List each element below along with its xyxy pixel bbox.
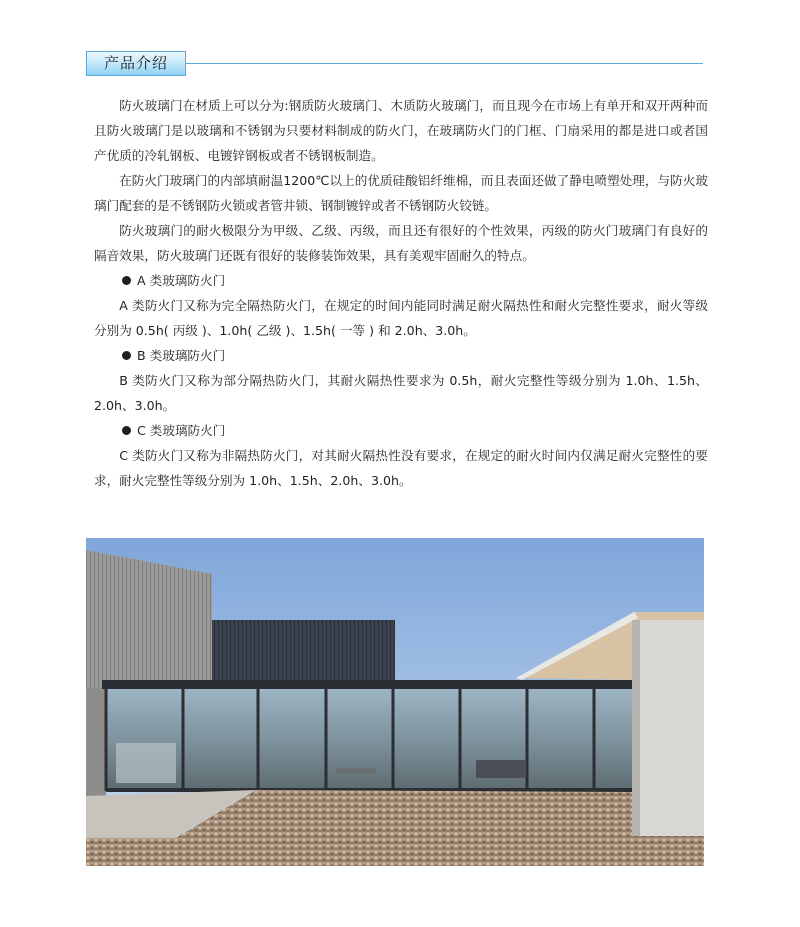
intro-paragraph-1: 防火玻璃门在材质上可以分为:钢质防火玻璃门、木质防火玻璃门，而且现今在市场上有单开和双开两种而且防火玻璃门是以玻璃和不锈钢为只要材料制成的防火门，在玻璃防火门的门框、门扇采用的都是进口或者国产优质的冷轧钢板、电镀锌钢板或者不锈钢板制造。 [94,98,708,163]
building-photo [86,538,704,866]
class-b-text: B 类防火门又称为部分隔热防火门，其耐火隔热性要求为 0.5h，耐火完整性等级分别为 1.0h、1.5h、2.0h、3.0h。 [94,373,708,413]
class-c-heading: C 类玻璃防火门 [94,418,708,443]
product-description [94,93,708,493]
class-a-text: A 类防火门又称为完全隔热防火门，在规定的时间内能同时满足耐火隔热性和耐火完整性要求，耐火等级分别为 0.5h( 丙级 )、1.0h( 乙级 )、1.5h( 一等 ) 和 2.0h、3.0h。 [94,298,708,338]
intro-paragraph-2: 在防火门玻璃门的内部填耐温1200℃以上的优质硅酸铝纤维棉，而且表面还做了静电喷塑处理，与防火玻璃门配套的是不锈钢防火锁或者管井锁、钢制镀锌或者不锈钢防火铰链。 [94,173,708,213]
section-title: 产品介绍 [86,51,186,76]
intro-paragraph-3: 防火玻璃门的耐火极限分为甲级、乙级、丙级，而且还有很好的个性效果，丙级的防火门玻璃门有良好的隔音效果，防火玻璃门还既有很好的装修装饰效果，具有美观牢固耐久的特点。 [94,223,708,263]
class-b-heading: B 类玻璃防火门 [94,343,708,368]
class-a-heading: A 类玻璃防火门 [94,268,708,293]
class-c-text: C 类防火门又称为非隔热防火门，对其耐火隔热性没有要求，在规定的耐火时间内仅满足耐火完整性的要求，耐火完整性等级分别为 1.0h、1.5h、2.0h、3.0h。 [94,448,708,488]
